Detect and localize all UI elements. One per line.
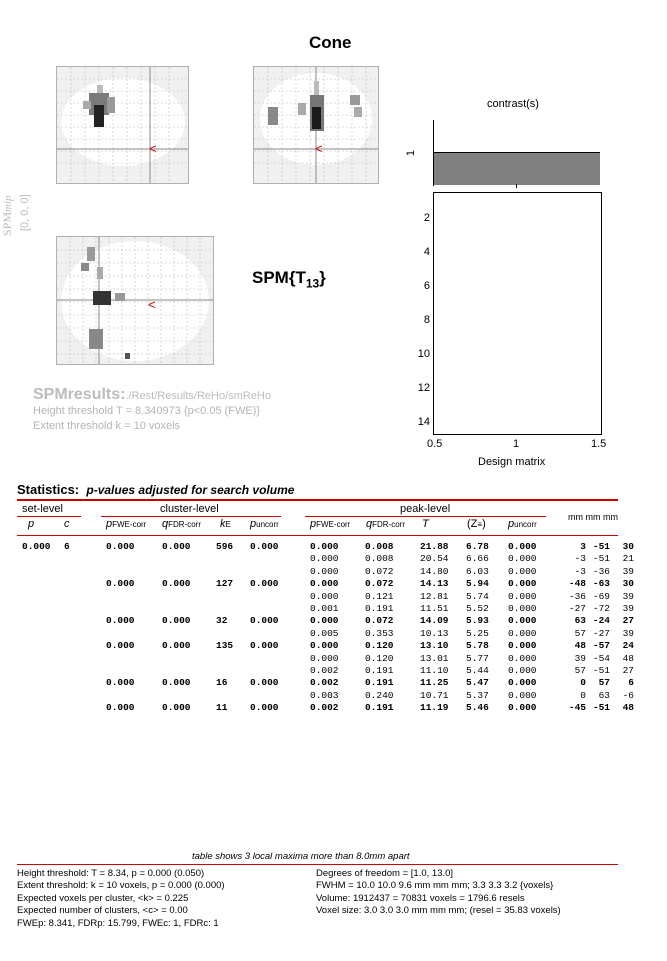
cell-pk-qfdr: 0.191 <box>365 677 394 689</box>
cluster-level-header: cluster-level <box>160 503 219 515</box>
cell-x: -3 <box>574 565 586 577</box>
set-level-header: set-level <box>22 503 63 515</box>
col-cl-qfdr-sub: FDR-corr <box>168 520 202 529</box>
spm-t-label <box>252 268 326 290</box>
cell-pk-T: 20.54 <box>420 553 449 565</box>
cell-pk-T: 12.81 <box>420 590 449 602</box>
mip-sagittal-image <box>57 67 188 183</box>
design-matrix-xlabel: Design matrix <box>478 456 546 468</box>
cell-x: -27 <box>568 603 586 614</box>
cell-cl-pfwe: 0.000 <box>106 640 135 652</box>
results-head: SPMresults: <box>33 386 126 403</box>
cell-z: 27 <box>622 665 634 676</box>
cell-cl-qfdr: 0.000 <box>162 615 191 627</box>
peak-level-header: peak-level <box>400 503 451 515</box>
cell-y: -36 <box>592 565 610 577</box>
cell-z: 39 <box>622 565 634 577</box>
xtick-1: 1 <box>513 438 520 450</box>
cell-pk-punc: 0.000 <box>508 615 537 627</box>
ytick-6: 6 <box>423 280 430 292</box>
cell-pk-Z: 5.94 <box>466 578 489 590</box>
contrast-bar <box>434 152 600 185</box>
cell-set-c: 6 <box>64 541 70 552</box>
cell-pk-pfwe: 0.002 <box>310 677 339 689</box>
design-matrix-box <box>433 192 602 435</box>
cell-y: -51 <box>592 553 610 565</box>
footer-left-1: Extent threshold: k = 10 voxels, p = 0.000 (0.000) <box>17 880 225 891</box>
table-row <box>0 690 667 702</box>
design-matrix-y-ticks <box>410 192 432 435</box>
spm-t-main: SPM{T <box>252 268 306 287</box>
cell-z: 48 <box>622 652 634 664</box>
cell-cl-qfdr: 0.000 <box>162 640 191 652</box>
spm-t-close: } <box>319 268 326 287</box>
table-row <box>0 553 667 565</box>
cell-pk-qfdr: 0.072 <box>365 578 394 590</box>
cell-pk-Z: 5.93 <box>466 615 489 627</box>
cell-z: 48 <box>622 702 634 714</box>
cell-x: 3 <box>580 541 586 552</box>
svg-text:<: < <box>315 141 323 156</box>
cell-pk-punc: 0.000 <box>508 689 537 701</box>
cell-cl-pfwe: 0.000 <box>106 541 135 552</box>
cell-pk-pfwe: 0.000 <box>310 615 339 627</box>
cell-y: 63 <box>598 689 610 701</box>
cluster-level-rule <box>101 516 281 517</box>
col-cl-qfdr-q: q <box>162 518 169 530</box>
cell-pk-T: 13.10 <box>420 640 449 652</box>
cell-z: 27 <box>622 615 634 627</box>
footer-right-1: FWHM = 10.0 10.0 9.6 mm mm mm; 3.3 3.3 3.2 {voxels} <box>316 880 554 891</box>
col-cl-ke <box>220 518 231 530</box>
cell-pk-T: 21.88 <box>420 541 449 552</box>
col-pk-pfwe-p: p <box>310 518 317 530</box>
xtick-0-5: 0.5 <box>427 438 443 450</box>
col-cl-pfwe-p: p <box>106 518 113 530</box>
cell-pk-punc: 0.000 <box>508 677 537 689</box>
footer-left-0: Height threshold: T = 8.34, p = 0.000 (0.050) <box>17 868 205 879</box>
col-set-p: p <box>28 518 35 530</box>
cell-y: -51 <box>592 702 610 714</box>
cell-pk-pfwe: 0.002 <box>310 702 339 714</box>
cell-pk-pfwe: 0.005 <box>310 627 339 639</box>
cell-pk-pfwe: 0.000 <box>310 553 339 565</box>
cell-pk-pfwe: 0.000 <box>310 565 339 577</box>
cell-pk-punc: 0.000 <box>508 665 537 676</box>
cell-z: 39 <box>622 603 634 614</box>
table-row <box>0 578 667 590</box>
cell-cl-k: 596 <box>216 541 234 552</box>
footer-right-0: Degrees of freedom = [1.0, 13.0] <box>316 868 454 879</box>
cell-cl-punc: 0.000 <box>250 640 279 652</box>
contrast-row-label: 1 <box>405 149 418 157</box>
cell-pk-Z: 6.66 <box>466 553 489 565</box>
cell-pk-pfwe: 0.000 <box>310 640 339 652</box>
footer-left-4: FWEp: 8.341, FDRp: 15.799, FWEc: 1, FDRc: 1 <box>17 918 219 929</box>
statistics-subtitle: p-values adjusted for search volume <box>86 483 295 497</box>
table-row <box>0 702 667 714</box>
ytick-2: 2 <box>423 212 430 224</box>
cell-cl-punc: 0.000 <box>250 702 279 714</box>
cell-z: 39 <box>622 590 634 602</box>
cell-cl-pfwe: 0.000 <box>106 702 135 714</box>
cell-pk-pfwe: 0.002 <box>310 665 339 676</box>
cell-pk-qfdr: 0.120 <box>365 640 394 652</box>
cell-pk-punc: 0.000 <box>508 578 537 590</box>
cell-x: -45 <box>568 702 586 714</box>
cell-pk-T: 14.09 <box>420 615 449 627</box>
stats-table-body <box>0 541 667 721</box>
cell-x: -48 <box>568 578 586 590</box>
col-pk-qfdr-sub: FDR-corr <box>372 520 406 529</box>
table-row <box>0 603 667 615</box>
cell-pk-T: 13.01 <box>420 652 449 664</box>
cell-cl-k: 32 <box>216 615 228 627</box>
col-cl-punc-p: p <box>250 518 257 530</box>
stats-top-rule <box>17 499 618 501</box>
col-set-c: c <box>64 518 70 530</box>
set-level-rule <box>17 516 81 517</box>
cell-pk-Z: 5.47 <box>466 677 489 689</box>
cell-y: -27 <box>592 627 610 639</box>
cell-x: 57 <box>574 665 586 676</box>
mip-coronal <box>253 66 379 184</box>
cell-x: 0 <box>580 677 586 689</box>
cell-pk-punc: 0.000 <box>508 702 537 714</box>
cell-pk-Z: 5.37 <box>466 689 489 701</box>
cell-pk-T: 11.10 <box>420 665 449 676</box>
cell-pk-punc: 0.000 <box>508 640 537 652</box>
table-row <box>0 677 667 689</box>
ytick-8: 8 <box>423 314 430 326</box>
cell-pk-qfdr: 0.008 <box>365 541 394 552</box>
cell-cl-pfwe: 0.000 <box>106 578 135 590</box>
cell-pk-T: 10.71 <box>420 689 449 701</box>
cell-y: 57 <box>598 677 610 689</box>
cell-pk-T: 11.51 <box>420 603 449 614</box>
col-cl-ke-sub: E <box>225 520 231 529</box>
table-row <box>0 640 667 652</box>
cell-z: 21 <box>622 553 634 565</box>
cell-pk-qfdr: 0.072 <box>365 565 394 577</box>
cell-x: 57 <box>574 627 586 639</box>
cell-pk-Z: 5.78 <box>466 640 489 652</box>
footer-left-3: Expected number of clusters, <c> = 0.00 <box>17 905 188 916</box>
col-pk-T: T <box>422 518 429 530</box>
spm-mip-side-label <box>0 195 15 236</box>
cell-pk-Z: 5.46 <box>466 702 489 714</box>
cell-pk-punc: 0.000 <box>508 590 537 602</box>
svg-text:<: < <box>149 141 157 156</box>
col-cl-pfwe-sub: FWE-corr <box>112 520 147 529</box>
cell-pk-T: 14.13 <box>420 578 449 590</box>
cell-x: -3 <box>574 553 586 565</box>
cell-pk-Z: 6.03 <box>466 565 489 577</box>
results-header <box>33 386 271 404</box>
table-row <box>0 653 667 665</box>
ytick-10: 10 <box>417 348 430 360</box>
col-pk-punc-sub: uncorr <box>514 520 537 529</box>
cell-pk-qfdr: 0.191 <box>365 665 394 676</box>
cell-cl-k: 11 <box>216 702 228 714</box>
table-row <box>0 566 667 578</box>
peak-level-rule <box>305 516 546 517</box>
cell-pk-qfdr: 0.353 <box>365 627 394 639</box>
ytick-4: 4 <box>423 246 430 258</box>
mm-header: mm mm mm <box>568 512 618 522</box>
table-row <box>0 541 667 553</box>
cell-y: -72 <box>592 603 610 614</box>
cell-cl-pfwe: 0.000 <box>106 677 135 689</box>
table-row <box>0 615 667 627</box>
extent-threshold-text: Extent threshold k = 10 voxels <box>33 420 181 432</box>
col-pk-pfwe <box>310 518 350 530</box>
cell-x: 48 <box>574 640 586 652</box>
cell-pk-T: 10.13 <box>420 627 449 639</box>
contrast-title: contrast(s) <box>487 98 539 110</box>
stats-header-rule <box>17 535 618 536</box>
cell-y: -57 <box>592 640 610 652</box>
cell-pk-qfdr: 0.121 <box>365 590 394 602</box>
maxima-note: table shows 3 local maxima more than 8.0mm apart <box>192 851 410 862</box>
footer-left-2: Expected voxels per cluster, <k> = 0.225 <box>17 893 189 904</box>
col-pk-Z-sub: ≡ <box>477 520 483 529</box>
cell-pk-T: 11.19 <box>420 702 449 714</box>
col-pk-Z-open: (Z <box>467 518 478 530</box>
cell-y: -51 <box>592 665 610 676</box>
height-threshold-text: Height threshold T = 8.340973 {p<0.05 (FWE)} <box>33 405 261 417</box>
spm-mip-sub: mip <box>2 195 14 212</box>
cell-pk-pfwe: 0.000 <box>310 578 339 590</box>
cell-z: 24 <box>622 640 634 652</box>
cell-pk-Z: 6.78 <box>466 541 489 552</box>
cell-pk-pfwe: 0.000 <box>310 541 339 552</box>
cell-z: 30 <box>622 541 634 552</box>
cell-x: 39 <box>574 652 586 664</box>
footer-right-2: Volume: 1912437 = 70831 voxels = 1796.6 resels <box>316 893 525 904</box>
xtick-1-5: 1.5 <box>591 438 607 450</box>
col-pk-qfdr-q: q <box>366 518 373 530</box>
cell-pk-punc: 0.000 <box>508 565 537 577</box>
cell-cl-punc: 0.000 <box>250 578 279 590</box>
cell-pk-pfwe: 0.000 <box>310 652 339 664</box>
cell-cl-qfdr: 0.000 <box>162 702 191 714</box>
cell-pk-Z: 5.25 <box>466 627 489 639</box>
cell-cl-punc: 0.000 <box>250 615 279 627</box>
col-pk-qfdr <box>366 518 405 530</box>
col-cl-punc <box>250 518 279 530</box>
cell-pk-qfdr: 0.072 <box>365 615 394 627</box>
cell-cl-k: 127 <box>216 578 234 590</box>
table-row <box>0 628 667 640</box>
cell-x: 63 <box>574 615 586 627</box>
mip-axial-image <box>57 237 213 364</box>
cell-pk-Z: 5.52 <box>466 603 489 614</box>
cell-pk-punc: 0.000 <box>508 652 537 664</box>
mip-axial <box>56 236 214 365</box>
cell-y: -24 <box>592 615 610 627</box>
contrast-tick <box>516 184 517 188</box>
cell-cl-qfdr: 0.000 <box>162 677 191 689</box>
col-cl-qfdr <box>162 518 201 530</box>
ytick-12: 12 <box>417 382 430 394</box>
col-pk-Z-close: ) <box>482 518 486 530</box>
cell-z: -6 <box>622 689 634 701</box>
spm-mip-name: SPM <box>0 211 14 236</box>
cell-cl-qfdr: 0.000 <box>162 578 191 590</box>
cell-x: -36 <box>568 590 586 602</box>
cell-y: -54 <box>592 652 610 664</box>
table-row <box>0 591 667 603</box>
cell-cl-qfdr: 0.000 <box>162 541 191 552</box>
footer-right-3: Voxel size: 3.0 3.0 3.0 mm mm mm; (resel = 35.83 voxels) <box>316 905 561 916</box>
col-pk-Z <box>467 518 486 530</box>
col-cl-pfwe <box>106 518 146 530</box>
spm-t-df: 13 <box>305 276 320 291</box>
cell-pk-qfdr: 0.240 <box>365 689 394 701</box>
figure-title: Cone <box>309 33 352 52</box>
svg-text:<: < <box>148 297 156 312</box>
col-cl-ke-k: k <box>220 518 226 530</box>
results-path: ./Rest/Results/ReHo/smReHo <box>125 390 271 402</box>
cell-pk-qfdr: 0.191 <box>365 702 394 714</box>
cell-pk-punc: 0.000 <box>508 603 537 614</box>
cell-pk-pfwe: 0.000 <box>310 590 339 602</box>
cell-z: 39 <box>622 627 634 639</box>
cell-cl-punc: 0.000 <box>250 677 279 689</box>
cell-pk-punc: 0.000 <box>508 541 537 552</box>
col-cl-punc-sub: uncorr <box>256 520 279 529</box>
statistics-title <box>17 482 294 497</box>
ytick-14: 14 <box>417 416 430 428</box>
cell-pk-qfdr: 0.008 <box>365 553 394 565</box>
mip-coronal-image <box>254 67 378 183</box>
cell-cl-punc: 0.000 <box>250 541 279 552</box>
footer-rule <box>17 864 618 865</box>
cell-pk-Z: 5.77 <box>466 652 489 664</box>
cell-cl-pfwe: 0.000 <box>106 615 135 627</box>
col-pk-pfwe-sub: FWE-corr <box>316 520 351 529</box>
cell-y: -63 <box>592 578 610 590</box>
cell-z: 30 <box>622 578 634 590</box>
mip-sagittal <box>56 66 189 184</box>
cell-pk-punc: 0.000 <box>508 553 537 565</box>
cell-z: 6 <box>628 677 634 689</box>
cell-pk-T: 14.80 <box>420 565 449 577</box>
table-row <box>0 665 667 677</box>
cell-pk-Z: 5.44 <box>466 665 489 676</box>
statistics-label: Statistics: <box>17 482 80 497</box>
cell-y: -69 <box>592 590 610 602</box>
cell-cl-k: 135 <box>216 640 234 652</box>
col-pk-punc-p: p <box>508 518 515 530</box>
cell-pk-qfdr: 0.191 <box>365 603 394 614</box>
cell-y: -51 <box>592 541 610 552</box>
col-pk-punc <box>508 518 537 530</box>
cell-cl-k: 16 <box>216 677 228 689</box>
cell-pk-pfwe: 0.003 <box>310 689 339 701</box>
cell-pk-punc: 0.000 <box>508 627 537 639</box>
cell-pk-pfwe: 0.001 <box>310 603 339 614</box>
cell-pk-T: 11.25 <box>420 677 449 689</box>
cell-pk-Z: 5.74 <box>466 590 489 602</box>
cell-pk-qfdr: 0.120 <box>365 652 394 664</box>
cell-x: 0 <box>580 689 586 701</box>
cell-set-p: 0.000 <box>22 541 51 552</box>
spm-mip-coords: [0, 0, 0] <box>19 194 31 231</box>
